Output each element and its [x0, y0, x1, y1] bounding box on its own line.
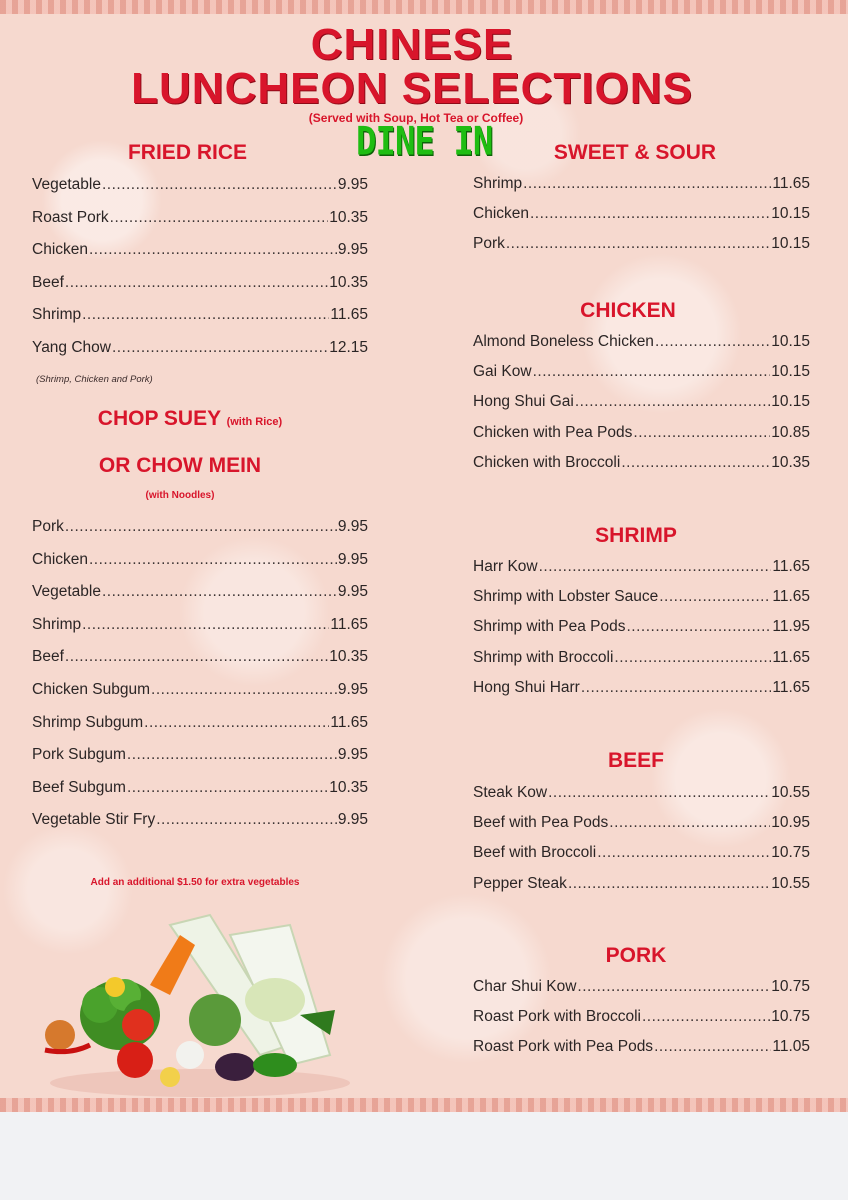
- menu-item-name: Vegetable Stir Fry: [32, 811, 156, 829]
- menu-item: [32, 811, 368, 829]
- menu-item-name: Pepper Steak: [473, 874, 567, 892]
- menu-item-name: Beef: [32, 648, 64, 666]
- menu-item: [473, 424, 810, 442]
- menu-item: [32, 583, 368, 601]
- menu-item-price: 11.65: [772, 558, 810, 575]
- menu-item: [473, 978, 810, 996]
- menu-item: [32, 746, 368, 764]
- menu-item-price: 10.35: [329, 273, 368, 291]
- menu-item-price: 10.15: [771, 205, 810, 223]
- menu-item-name: Vegetable: [32, 176, 101, 193]
- dine-in-label: DINE IN: [356, 119, 493, 165]
- menu-item-name: Harr Kow: [473, 558, 538, 575]
- dot-leader: [65, 518, 337, 536]
- dot-leader: [89, 241, 337, 259]
- menu-item-name: Shrimp: [32, 306, 82, 324]
- menu-item-price: 10.35: [329, 648, 368, 666]
- menu-item: [473, 814, 810, 832]
- menu-item-price: 9.95: [337, 681, 368, 698]
- chow-mein-heading-note: (with Noodles): [145, 490, 215, 501]
- dot-leader: [156, 811, 337, 829]
- menu-item-name: Shrimp with Broccoli: [473, 648, 614, 666]
- menu-item-price: 10.55: [771, 784, 810, 801]
- menu-item-price: 9.95: [337, 811, 368, 829]
- menu-item: [473, 588, 810, 606]
- dot-leader: [654, 1038, 771, 1056]
- dot-leader: [127, 746, 337, 764]
- menu-item-name: Steak Kow: [473, 784, 548, 801]
- menu-item-name: Beef with Broccoli: [473, 844, 597, 862]
- menu-item-name: Beef: [32, 273, 64, 291]
- menu-item: [473, 649, 810, 667]
- dot-leader: [577, 978, 770, 996]
- menu-item: [473, 175, 810, 193]
- menu-item-name: Chicken: [32, 241, 88, 259]
- menu-item-price: 12.15: [329, 339, 368, 356]
- menu-item-name: Almond Boneless Chicken: [473, 333, 654, 350]
- menu-subtitle: (Served with Soup, Hot Tea or Coffee): [308, 111, 524, 125]
- menu-item-price: 10.15: [771, 363, 810, 381]
- menu-item: [32, 779, 368, 797]
- menu-item-price: 11.65: [330, 615, 368, 633]
- chicken-heading: CHICKEN: [580, 299, 676, 322]
- dot-leader: [655, 333, 770, 351]
- menu-item-price: 11.65: [772, 175, 810, 192]
- menu-item-name: Chicken: [32, 550, 88, 568]
- menu-item: [32, 714, 368, 732]
- menu-item-name: Gai Kow: [473, 363, 532, 381]
- menu-item-price: 9.95: [337, 518, 368, 535]
- dot-leader: [548, 784, 770, 802]
- menu-item-price: 10.35: [329, 778, 368, 796]
- dot-leader: [597, 844, 770, 862]
- dot-leader: [581, 679, 772, 697]
- dot-leader: [102, 583, 337, 601]
- menu-title-line-2: LUNCHEON SELECTIONS: [131, 64, 693, 113]
- menu-item-price: 11.95: [772, 618, 810, 636]
- menu-item-name: Hong Shui Gai: [473, 393, 574, 411]
- dot-leader: [633, 424, 770, 442]
- dot-leader: [144, 714, 329, 732]
- menu-item-name: Roast Pork: [32, 208, 109, 226]
- menu-item-price: 9.95: [337, 746, 368, 764]
- dot-leader: [627, 618, 772, 636]
- menu-item: [473, 205, 810, 223]
- extra-vegetables-note: Add an additional $1.50 for extra vegetables: [90, 877, 300, 888]
- dot-leader: [614, 649, 771, 667]
- dot-leader: [568, 875, 770, 893]
- menu-item-price: 9.95: [337, 583, 368, 601]
- bottom-decorative-border: [0, 1098, 848, 1112]
- pork-heading: PORK: [605, 944, 667, 967]
- yang-chow-note: (Shrimp, Chicken and Pork): [36, 374, 153, 385]
- menu-item: [32, 176, 368, 194]
- menu-item-name: Char Shui Kow: [473, 978, 577, 995]
- menu-item: [32, 518, 368, 536]
- menu-item: [473, 844, 810, 862]
- dot-leader: [112, 339, 328, 357]
- menu-item-name: Pork: [473, 235, 505, 253]
- dot-leader: [102, 176, 337, 194]
- dot-leader: [642, 1008, 770, 1026]
- menu-item-name: Chicken with Pea Pods: [473, 423, 633, 441]
- dot-leader: [65, 274, 328, 292]
- menu-item-name: Beef with Pea Pods: [473, 814, 609, 832]
- menu-item: [473, 393, 810, 411]
- menu-item-name: Yang Chow: [32, 339, 111, 356]
- dot-leader: [127, 779, 328, 797]
- dot-leader: [575, 393, 770, 411]
- menu-item-name: Pork Subgum: [32, 746, 126, 764]
- vegetables-illustration: [30, 905, 350, 1100]
- menu-item-price: 11.65: [772, 678, 810, 696]
- menu-item-price: 9.95: [337, 176, 368, 193]
- menu-item-price: 10.75: [771, 844, 810, 862]
- menu-item: [473, 333, 810, 351]
- menu-item: [32, 339, 368, 357]
- menu-item: [32, 616, 368, 634]
- chow-mein-heading: OR CHOW MEIN: [98, 454, 262, 477]
- dot-leader: [506, 235, 770, 253]
- menu-item: [473, 618, 810, 636]
- menu-item-name: Hong Shui Harr: [473, 678, 580, 696]
- menu-item: [32, 274, 368, 292]
- dot-leader: [530, 205, 770, 223]
- fried-rice-heading: FRIED RICE: [127, 141, 247, 164]
- menu-item: [473, 875, 810, 893]
- menu-item: [32, 681, 368, 699]
- menu-item-name: Pork: [32, 518, 64, 535]
- dot-leader: [82, 306, 329, 324]
- menu-item: [32, 209, 368, 227]
- menu-item-price: 9.95: [337, 550, 368, 568]
- menu-item-price: 10.75: [771, 1008, 810, 1026]
- menu-item-price: 11.65: [772, 648, 810, 666]
- menu-item-name: Vegetable: [32, 583, 101, 601]
- menu-item-price: 10.15: [771, 393, 810, 411]
- dot-leader: [151, 681, 337, 699]
- menu-item-name: Shrimp: [473, 175, 523, 192]
- menu-item: [32, 551, 368, 569]
- menu-item-name: Shrimp with Pea Pods: [473, 618, 626, 636]
- dot-leader: [110, 209, 329, 227]
- menu-item-price: 10.95: [771, 814, 810, 832]
- menu-item: [32, 306, 368, 324]
- menu-title-line-1: CHINESE: [310, 20, 514, 69]
- dot-leader: [65, 648, 328, 666]
- menu-item-price: 10.55: [771, 874, 810, 892]
- menu-item: [32, 241, 368, 259]
- dot-leader: [523, 175, 771, 193]
- menu-item-name: Shrimp Subgum: [32, 713, 144, 731]
- menu-item-name: Chicken Subgum: [32, 681, 151, 698]
- menu-item-price: 10.35: [771, 453, 810, 471]
- menu-item: [473, 784, 810, 802]
- beef-heading: BEEF: [607, 749, 664, 772]
- menu-item: [473, 1008, 810, 1026]
- menu-item-price: 10.35: [329, 208, 368, 226]
- menu-item-name: Shrimp with Lobster Sauce: [473, 588, 659, 606]
- menu-item: [473, 454, 810, 472]
- menu-item-price: 10.75: [771, 978, 810, 995]
- menu-item-name: Beef Subgum: [32, 778, 126, 796]
- menu-item-name: Roast Pork with Pea Pods: [473, 1038, 654, 1056]
- menu-item-price: 11.65: [330, 713, 368, 731]
- dot-leader: [621, 454, 770, 472]
- menu-item-price: 11.65: [772, 588, 810, 606]
- sweet-sour-heading: SWEET & SOUR: [553, 141, 717, 164]
- chop-suey-heading-note: (with Rice): [226, 416, 283, 428]
- dot-leader: [82, 616, 329, 634]
- menu-item: [473, 235, 810, 253]
- menu-item-name: Chicken: [473, 205, 529, 223]
- menu-item-name: Chicken with Broccoli: [473, 453, 621, 471]
- chop-suey-heading: [60, 407, 320, 431]
- menu-item-name: Shrimp: [32, 615, 82, 633]
- dot-leader: [609, 814, 770, 832]
- menu-item: [473, 1038, 810, 1056]
- menu-item-price: 9.95: [337, 241, 368, 259]
- menu-item: [473, 558, 810, 576]
- menu-item: [473, 679, 810, 697]
- dot-leader: [533, 363, 771, 381]
- menu-item: [32, 648, 368, 666]
- menu-item-price: 11.65: [330, 306, 368, 324]
- menu-item: [473, 363, 810, 381]
- menu-item-price: 10.15: [771, 235, 810, 253]
- menu-item-price: 11.05: [772, 1038, 810, 1056]
- chop-suey-heading-text: CHOP SUEY: [97, 407, 221, 430]
- shrimp-heading: SHRIMP: [595, 524, 677, 547]
- menu-item-price: 10.85: [771, 423, 810, 441]
- menu-item-price: 10.15: [771, 333, 810, 350]
- dot-leader: [89, 551, 337, 569]
- top-decorative-border: [0, 0, 848, 14]
- dot-leader: [659, 588, 771, 606]
- dot-leader: [539, 558, 772, 576]
- menu-item-name: Roast Pork with Broccoli: [473, 1008, 641, 1026]
